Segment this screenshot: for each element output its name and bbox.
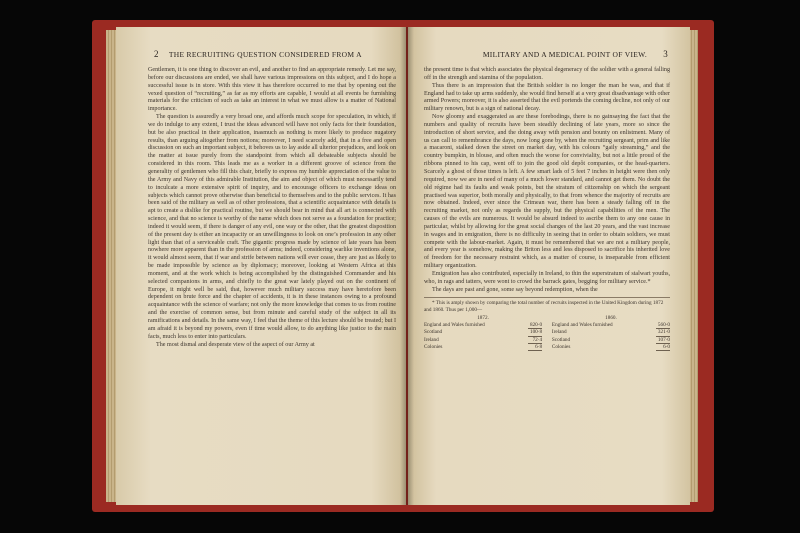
book-gutter-shadow [400, 27, 414, 505]
footnote-text: * This is amply shown by comparing the total number of recruits inspected in the United Kingdom during 1872 and 1860. Thus per 1,000— [424, 300, 664, 313]
row-value: 6·0 [656, 344, 670, 351]
paragraph: the present time is that which associates the physical degeneracy of the soldier with a general falling off in the strength and stamina of the population. [424, 67, 670, 81]
table-row [424, 337, 542, 344]
right-running-head-text: MILITARY AND A MEDICAL POINT OF VIEW. [482, 50, 647, 59]
right-running-head [408, 49, 690, 59]
row-value: 560·0 [657, 321, 670, 328]
recruit-table-1860 [552, 315, 670, 351]
row-label: England and Wales furnished [551, 321, 613, 328]
left-page-text [148, 67, 396, 349]
row-value: 6·8 [528, 344, 542, 351]
paragraph: Emigration has also contributed, especially in Ireland, to thin the superstratum of stalwart youths, who, in rags and tatters, were wont to crowd the barrack gates, begging for military service.* [424, 270, 670, 285]
row-label: Ireland [424, 336, 439, 343]
recruit-table-1872 [424, 315, 542, 351]
row-label: Colonies [551, 343, 571, 350]
table-row [552, 344, 670, 351]
row-label: England and Wales furnished [424, 321, 485, 328]
row-value: 321·0 [657, 329, 670, 336]
row-label: Scotland [551, 336, 571, 343]
recruit-tables [424, 315, 670, 351]
table-row [424, 329, 542, 336]
paragraph: The question is assuredly a very broad one, and affords much scope for speculation, in which, if we do indulge to any extent, I trust the ideas advanced will have not only facts for their foundation, but be also practical in their application, inasmuch as nothing is more likely to produce nugatory results, than arguing altogether from notions; moreover, I need scarcely add, that in a free and open discussion on such an important subject, it behoves us to lay aside all ulterior prejudices, and look on the matter at issue purely from the standpoint from which all debateable subjects should be considered in this room. This leads me as a worker in a different groove of science from the generality of gentlemen who fill this chair, briefly to express my humble appreciation of the value to the Army and Navy of this admirable Institution, the aim and object of which must necessarily tend to inculcate a more extensive spirit of inquiry, and to encourage officers to exchange ideas on subjects which cannot prove otherwise than beneficial to themselves and to the public services. It has been said of the military as well as of other professions, that a scientific acquaintance with details is apt to create a dislike for practical routine, but we should bear in mind that all art is connected with science, and that no science is worthy of the name which does not serve as a foundation for practice; indeed it would seem, if there is danger of any evil, one way or the other, that the greatest disposition of the present day is either an incapacity or an unwillingness to look on one’s profession in any other light than that of a serviceable craft. The gigantic progress made by science of late years has been nowhere more apparent than in the profession of arms; indeed, considering warlike inventions alone, it would almost seem, that if war and strife between nations will ever cease, they are just as likely to be made impossible by science as by diplomacy; moreover, looking at Western Africa at this moment, and at the work which is being accomplished by the distinguished Commander and his selected companions in arms, and chiefly to the great war lately played out on the continent of Europe, it might well be said, that, however much military success may have heretofore been dependent on brute force and the chapter of accidents, it is in these instances owing to a profound acquaintance with the science of warfare; not only the more knowledge that comes to us from routine and the exercise of common sense, but from minute and careful study of the subject in all its ramifications and details. In the same way, I feel that the theme of this lecture should be treated; but I am afraid it is beyond my powers, even if time would allow, to do anything like justice to the main facts, much less to enter into particulars. [148, 114, 396, 340]
row-label: Ireland [551, 329, 567, 336]
left-page [116, 27, 406, 505]
row-value: 100·8 [529, 329, 543, 336]
row-value: 107·0 [657, 336, 670, 343]
footnote [424, 297, 670, 351]
table-row [552, 337, 670, 344]
table-row [552, 322, 670, 329]
paragraph: Now gloomy and exaggerated as are these forebodings, there is no gainsaying the fact that the numbers and quality of recruits have been steadily declining of late years, more so since the introduction of short service, and the doing away with pension and bounty on enlistment. Many of us can call to remembrance the days, now long gone by, when the recruiting sergeant, prim and like a macaroni, stalked down the street on market day, with his colours “gaily streaming,” and the country bumpkin, in blouse, and often much the worse for conviviality, but not a little proud of the ribbons pinned to his cap, went off to join the good old depôt companies, or the head-quarters. Scarcely a ghost of those times is left. A few smart lads of 5 feet 7 inches in height were then only required, now we are in need of many of a much lower standard, and cannot get them. No doubt the old régime had its faults and weak points, but the stratum of citizenship on which the sergeant practised was superior, both morally and physically, to that from whence the majority of recruits are now obtained. Indeed, ever since the Crimean war, there has been a steady falling off in the recruiting market, not only as regards the supply, but the physical capabilities of the men. The causes of the evils are numerous. It would be absurd indeed to ascribe them to any one cause in particular, whilst by allowing for the great social changes of the last 20 years, and the vast increase in wages and in emigration, there is no difficulty in seeing that in order to obtain soldiers, we must compete with the labour-market. Again, it must be remembered that we are not a military people, and every year is somehow, making the Briton less and less disposed to sacrifice his inherited love of freedom for the necessary restraint which, as a matter of course, is inseparable from efficient military organization. [424, 114, 670, 270]
left-page-number: 2 [154, 49, 159, 59]
paragraph: The most dismal and desperate view of the aspect of our Army at [156, 341, 315, 348]
table-row [424, 322, 542, 329]
left-running-head [116, 49, 406, 59]
row-value: 820·0 [529, 321, 543, 328]
row-label: Scotland [424, 329, 443, 336]
table-year: 1872. [477, 315, 489, 322]
table-row [552, 329, 670, 336]
right-page [408, 27, 690, 505]
right-page-number: 3 [663, 49, 668, 59]
table-row [424, 344, 542, 351]
paragraph: Thus there is an impression that the British soldier is no longer the man he was, and that if England had to take up arms suddenly, she would find herself at a very great disadvantage with other armed Powers; moreover, it is also asserted that the evil portends the coming decline, not only of our military renown, but is a sign of national decay. [424, 82, 670, 113]
row-value: 72·4 [528, 337, 542, 344]
row-label: Colonies [424, 343, 443, 350]
paragraph: The days are past and gone, some say beyond redemption, when the [432, 286, 598, 293]
paragraph: Gentlemen, it is one thing to discover an evil, and another to find an appropriate remedy. Let me say, before our discussions are ended, we shall have various impressions on this subject, and I do hope a successful issue is in store. With this view it has therefore occurred to me that by opening out the vexed question of “recruiting,” as far as my efforts are capable, I would at all events be furnishing materials for the criticism of such as take an interest in what we must allow is a matter of National importance. [148, 67, 396, 113]
table-year: 1860. [605, 315, 617, 322]
right-page-text [424, 67, 670, 294]
left-running-head-text: THE RECRUITING QUESTION CONSIDERED FROM A [168, 50, 362, 59]
